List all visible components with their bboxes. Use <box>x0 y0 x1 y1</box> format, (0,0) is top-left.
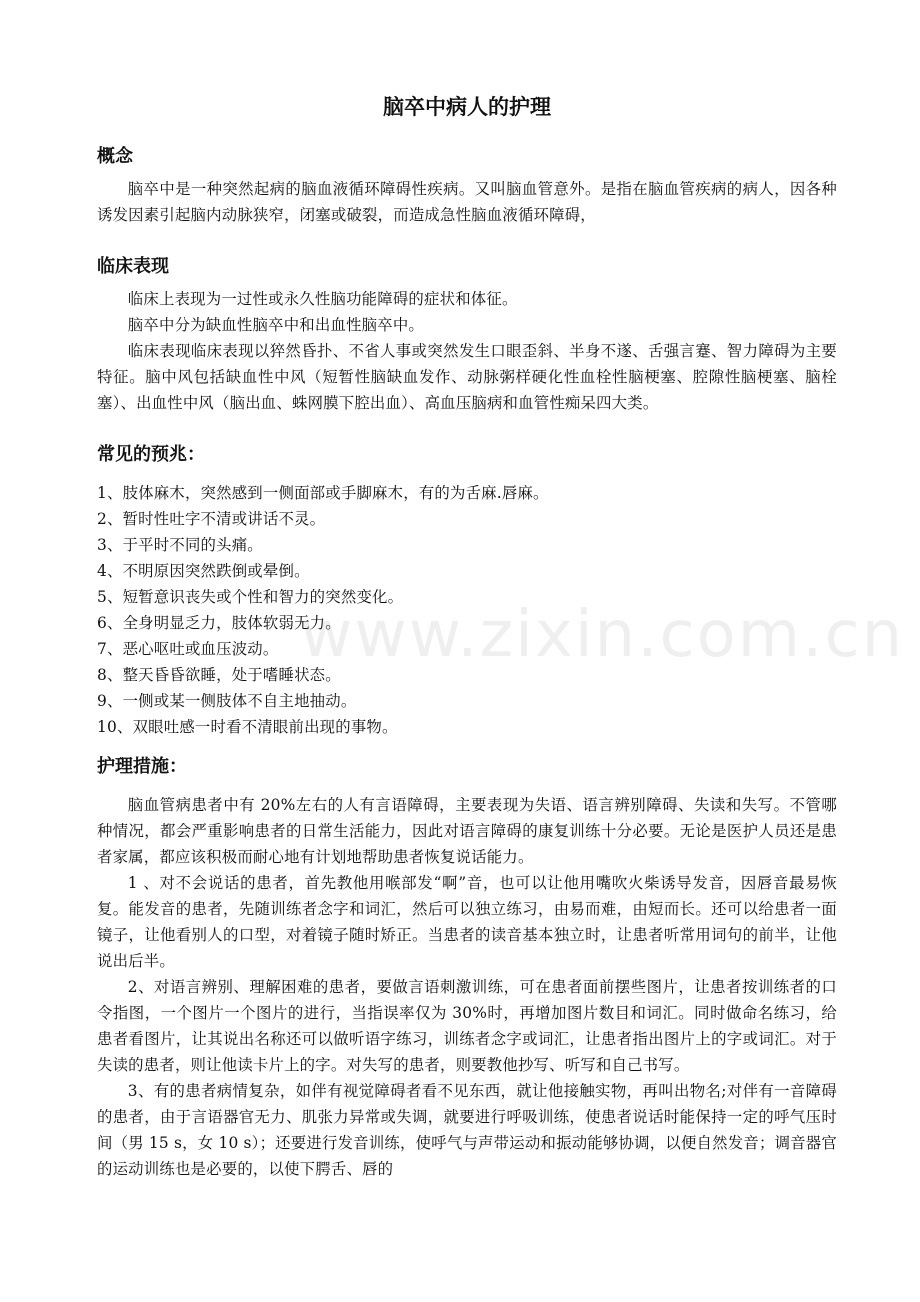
concept-paragraph: 脑卒中是一种突然起病的脑血液循环障碍性疾病。又叫脑血管意外。是指在脑血管疾病的病人，因各种诱发因素引起脑内动脉狭窄，闭塞或破裂，而造成急性脑血液循环障碍， <box>97 180 837 224</box>
clinical-paragraph: 脑卒中分为缺血性脑卒中和出血性脑卒中。 <box>127 316 425 334</box>
list-item: 2、暂时性吐字不清或讲话不灵。 <box>97 510 326 528</box>
section-heading-clinical: 临床表现 <box>97 256 169 277</box>
list-item: 10、双眼吐感一时看不清眼前出现的事物。 <box>97 718 398 736</box>
clinical-paragraph: 临床上表现为一过性或永久性脑功能障碍的症状和体征。 <box>127 290 518 308</box>
care-paragraph: 1 、对不会说话的患者，首先教他用喉部发“啊”音，也可以让他用嘴吹火柴诱导发音，因唇音最易恢复。能发音的患者，先随训练者念字和词汇，然后可以独立练习，由易而难，由短而长。还可以给患者一面镜子，让他看别人的口型，对着镜子随时矫正。当患者的读音基本独立时，让患者听常用词句的前半，让他说出后半。 <box>97 874 837 970</box>
section-signs <box>97 442 837 740</box>
care-paragraph: 3、有的患者病情复杂，如伴有视觉障碍者看不见东西，就让他接触实物，再叫出物名;对伴有一音障碍的患者，由于言语器官无力、肌张力异常或失调，就要进行呼吸训练，使患者说话时能保持一定的呼气压时间（男 15 s，女 10 s）；还要进行发音训练，使呼气与声带运动和振动能够协调，以便自然发音；调音器官的运动训练也是必要的，以使下腭舌、唇的 <box>97 1082 837 1178</box>
list-item: 7、恶心呕吐或血压波动。 <box>97 640 279 658</box>
list-item: 5、短暂意识丧失或个性和智力的突然变化。 <box>97 588 404 606</box>
list-item: 1、肢体麻木，突然感到一侧面部或手脚麻木，有的为舌麻.唇麻。 <box>97 484 549 502</box>
care-paragraph: 脑血管病患者中有 20%左右的人有言语障碍，主要表现为失语、语言辨别障碍、失读和失写。不管哪种情况，都会严重影响患者的日常生活能力，因此对语言障碍的康复训练十分必要。无论是医护人员还是患者家属，都应该积极而耐心地有计划地帮助患者恢复说话能力。 <box>97 796 837 866</box>
section-concept <box>97 144 837 228</box>
spacer <box>97 416 837 442</box>
care-paragraph: 2、对语言辨别、理解困难的患者，要做言语刺激训练，可在患者面前摆些图片，让患者按训练者的口令指图，一个图片一个图片的进行，当指误率仅为 30%时，再增加图片数目和词汇。同时做命名练习，给患者看图片，让其说出名称还可以做听语字练习，训练者念字或词汇，让患者指出图片上的字或词汇。对于失读的患者，则让他读卡片上的字。对失写的患者，则要教他抄写、听写和自己书写。 <box>97 978 837 1074</box>
section-heading-concept: 概念 <box>97 146 133 167</box>
list-item: 8、整天昏昏欲睡，处于嗜睡状态。 <box>97 666 341 684</box>
section-heading-care: 护理措施： <box>97 756 187 777</box>
watermark: www.zixin.com.cn <box>300 598 905 672</box>
list-item: 3、于平时不同的头痛。 <box>97 536 263 554</box>
section-clinical <box>97 254 837 416</box>
clinical-paragraph: 临床表现临床表现以猝然昏扑、不省人事或突然发生口眼歪斜、半身不遂、舌强言蹇、智力障碍为主要特征。脑中风包括缺血性中风（短暂性脑缺血发作、动脉粥样硬化性血栓性脑梗塞、腔隙性脑梗塞、脑栓塞）、出血性中风（脑出血、蛛网膜下腔出血）、高血压脑病和血管性痴呆四大类。 <box>97 342 837 412</box>
list-item: 4、不明原因突然跌倒或晕倒。 <box>97 562 310 580</box>
document-body <box>97 92 837 1182</box>
spacer <box>97 228 837 254</box>
spacer <box>97 740 837 754</box>
list-item: 6、全身明显乏力，肢体软弱无力。 <box>97 614 341 632</box>
document-title: 脑卒中病人的护理 <box>383 95 551 119</box>
list-item: 9、一侧或某一侧肢体不自主地抽动。 <box>97 692 357 710</box>
section-heading-signs: 常见的预兆： <box>97 444 205 465</box>
section-care <box>97 754 837 1182</box>
